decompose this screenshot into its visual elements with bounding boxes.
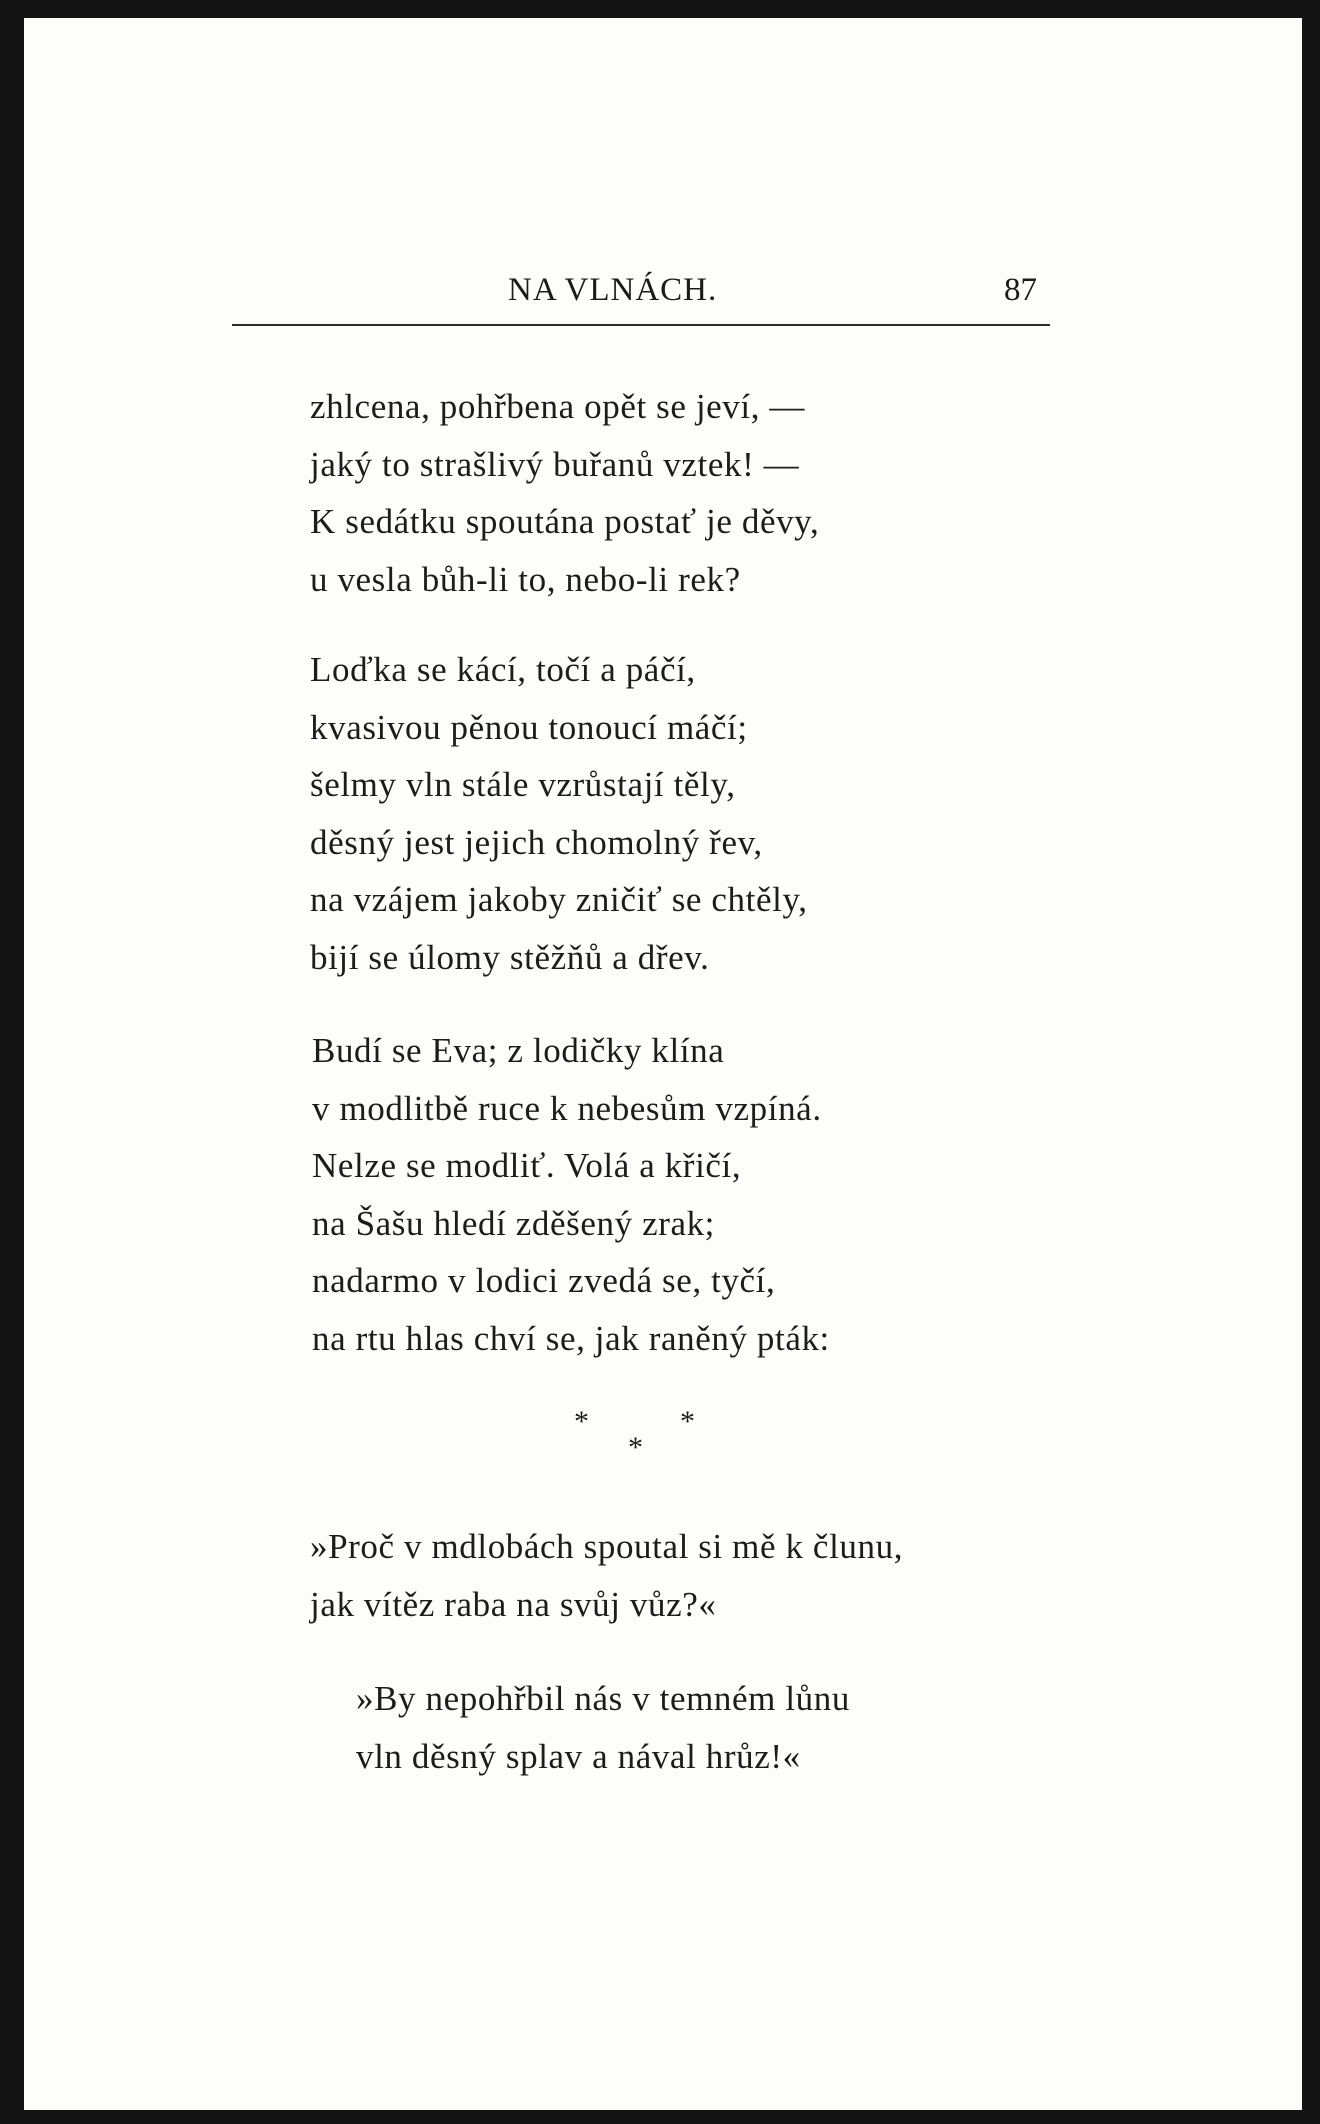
stanza-5 xyxy=(356,1670,850,1785)
verse-line: v modlitbě ruce k nebesům vzpíná. xyxy=(312,1088,822,1128)
verse-line: Nelze se modliť. Volá a křičí, xyxy=(312,1146,742,1185)
verse-line: »Proč v mdlobách spoutal si mě k člunu, xyxy=(310,1527,904,1566)
verse-line: šelmy vln stále vzrůstají těly, xyxy=(310,765,736,804)
verse-line: nadarmo v lodici zvedá se, tyčí, xyxy=(312,1261,776,1300)
asterism-star: * xyxy=(628,1431,643,1464)
verse-line: »By nepohřbil nás v temném lůnu xyxy=(356,1679,850,1718)
stanza-3 xyxy=(312,1022,830,1367)
verse-line: jak vítěz raba na svůj vůz?« xyxy=(310,1584,717,1624)
verse-line: na rtu hlas chví se, jak raněný pták: xyxy=(312,1318,830,1358)
verse-line: u vesla bůh-li to, nebo-li rek? xyxy=(310,559,741,599)
asterism-star: * xyxy=(574,1405,589,1438)
verse-line: na Šašu hledí zděšený zrak; xyxy=(312,1203,716,1243)
verse-line: na vzájem jakoby zničiť se chtěly, xyxy=(310,880,808,919)
verse-line: K sedátku spoutána postať je děvy, xyxy=(310,502,820,541)
verse-line: Loďka se kácí, točí a páčí, xyxy=(310,650,696,689)
page-number: 87 xyxy=(1004,272,1037,308)
header-rule xyxy=(232,324,1050,326)
section-asterism xyxy=(560,1405,710,1465)
stanza-1 xyxy=(310,378,819,608)
verse-line: vln děsný splav a nával hrůz!« xyxy=(356,1736,801,1776)
asterism-star: * xyxy=(680,1405,695,1438)
verse-line: Budí se Eva; z lodičky klína xyxy=(312,1031,725,1070)
stanza-4 xyxy=(310,1518,903,1633)
stanza-2 xyxy=(310,641,808,986)
verse-line: jaký to strašlivý buřanů vztek! — xyxy=(310,444,800,484)
verse-line: děsný jest jejich chomolný řev, xyxy=(310,822,763,862)
running-header-title: NA VLNÁCH. xyxy=(508,272,718,308)
verse-line: kvasivou pěnou tonoucí máčí; xyxy=(310,707,748,747)
verse-line: zhlcena, pohřbena opět se jeví, — xyxy=(310,387,806,426)
verse-line: bijí se úlomy stěžňů a dřev. xyxy=(310,937,710,977)
